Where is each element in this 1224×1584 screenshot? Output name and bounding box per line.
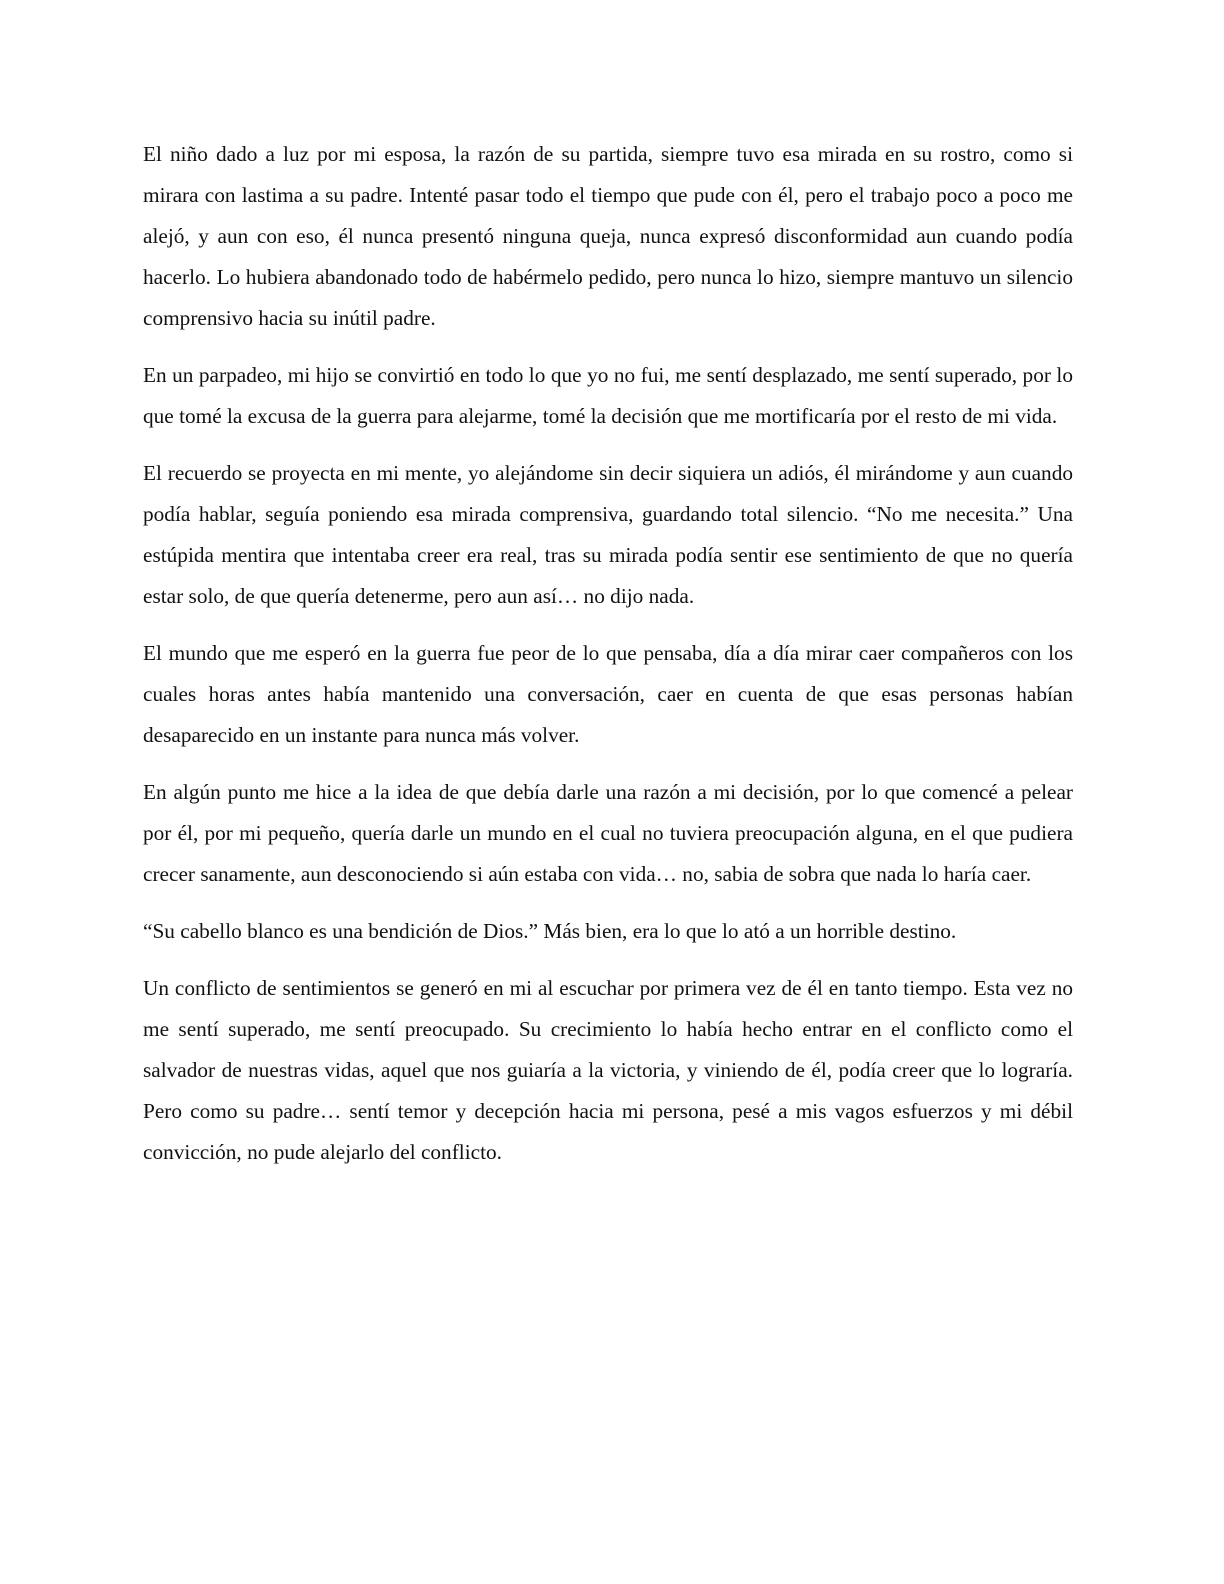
paragraph-6: “Su cabello blanco es una bendición de Dios.” Más bien, era lo que lo ató a un horrible destino.: [143, 919, 957, 943]
document-body: [143, 134, 1073, 1189]
paragraph-4: El mundo que me esperó en la guerra fue peor de lo que pensaba, día a día mirar caer compañeros con los cuales horas antes había mantenido una conversación, caer en cuenta de que esas personas habían desaparecido en un instante para nunca más volver.: [143, 641, 1073, 747]
paragraph-7: Un conflicto de sentimientos se generó en mi al escuchar por primera vez de él en tanto tiempo. Esta vez no me sentí superado, me sentí preocupado. Su crecimiento lo había hecho entrar en el conflicto como el salvador de nuestras vidas, aquel que nos guiaría a la victoria, y viniendo de él, podía creer que lo lograría. Pero como su padre… sentí temor y decepción hacia mi persona, pesé a mis vagos esfuerzos y mi débil convicción, no pude alejarlo del conflicto.: [143, 976, 1073, 1164]
paragraph-5: En algún punto me hice a la idea de que debía darle una razón a mi decisión, por lo que comencé a pelear por él, por mi pequeño, quería darle un mundo en el cual no tuviera preocupación alguna, en el que pudiera crecer sanamente, aun desconociendo si aún estaba con vida… no, sabia de sobra que nada lo haría caer.: [143, 780, 1073, 886]
paragraph-3: El recuerdo se proyecta en mi mente, yo alejándome sin decir siquiera un adiós, él mirándome y aun cuando podía hablar, seguía poniendo esa mirada comprensiva, guardando total silencio. “No me necesita.” Una estúpida mentira que intentaba creer era real, tras su mirada podía sentir ese sentimiento de que no quería estar solo, de que quería detenerme, pero aun así… no dijo nada.: [143, 461, 1073, 608]
paragraph-1: El niño dado a luz por mi esposa, la razón de su partida, siempre tuvo esa mirada en su rostro, como si mirara con lastima a su padre. Intenté pasar todo el tiempo que pude con él, pero el trabajo poco a poco me alejó, y aun con eso, él nunca presentó ninguna queja, nunca expresó disconformidad aun cuando podía hacerlo. Lo hubiera abandonado todo de habérmelo pedido, pero nunca lo hizo, siempre mantuvo un silencio comprensivo hacia su inútil padre.: [143, 142, 1073, 330]
paragraph-2: En un parpadeo, mi hijo se convirtió en todo lo que yo no fui, me sentí desplazado, me sentí superado, por lo que tomé la excusa de la guerra para alejarme, tomé la decisión que me mortificaría por el resto de mi vida.: [143, 363, 1073, 428]
